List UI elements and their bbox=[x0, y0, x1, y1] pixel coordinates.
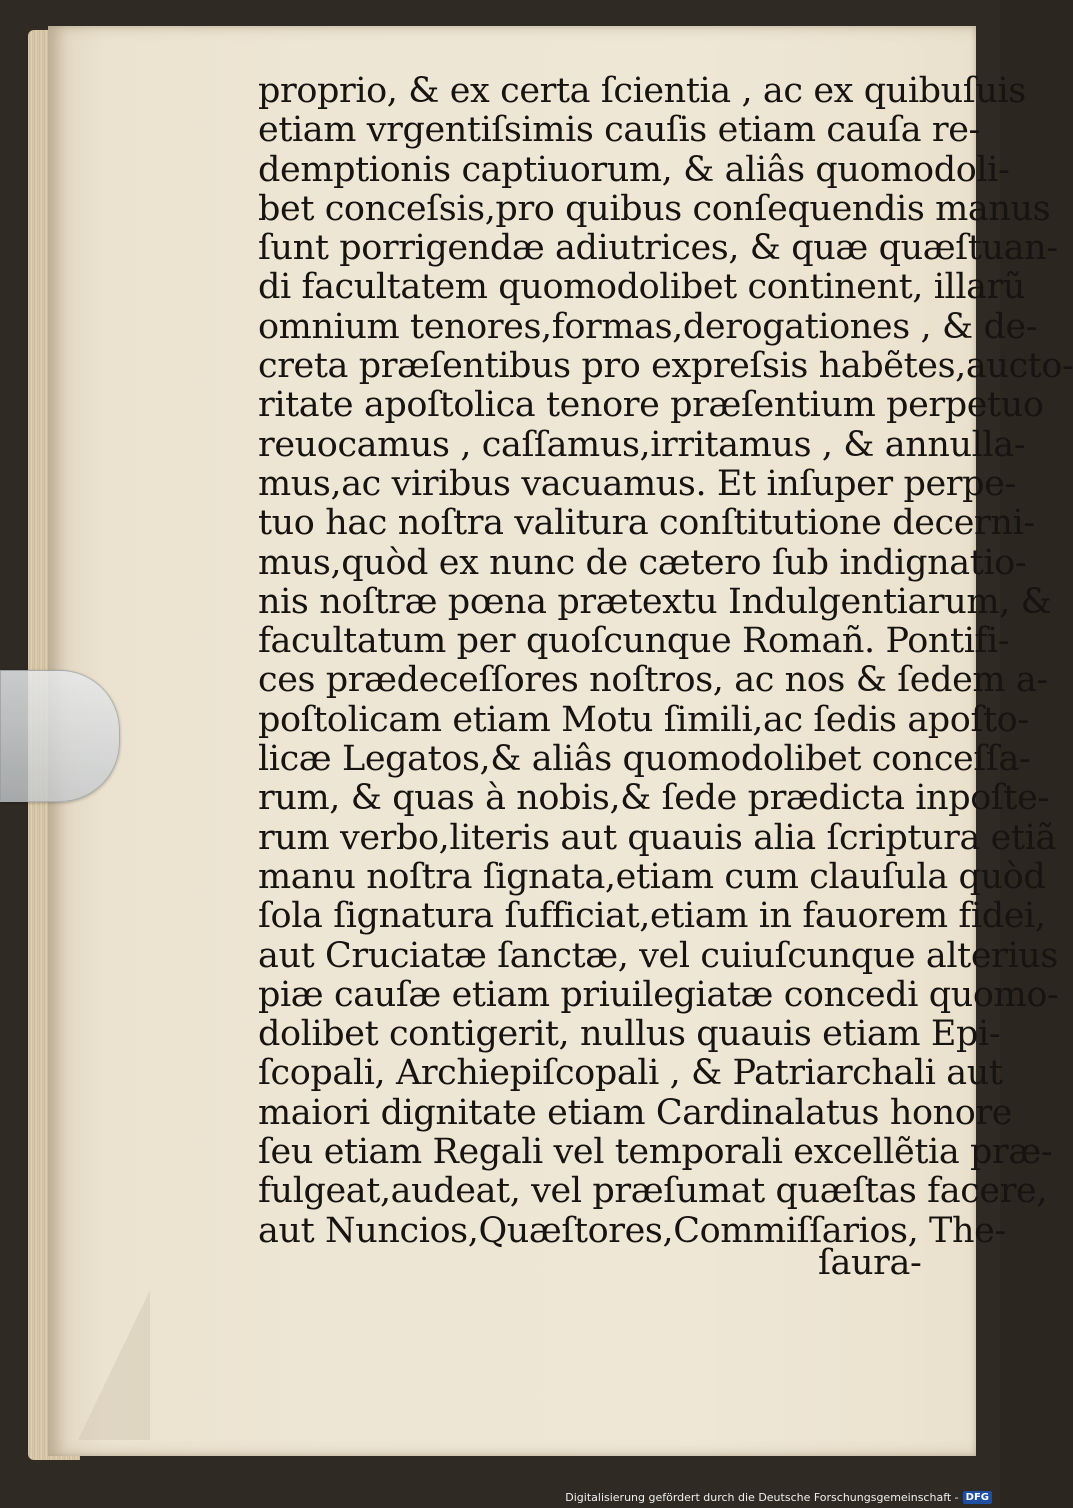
digitization-credit bbox=[565, 1491, 992, 1504]
text-line: piæ cauſæ etiam priuilegiatæ concedi quomo- bbox=[258, 974, 1059, 1015]
text-line: bet conceſsis,pro quibus conſequendis manus bbox=[258, 188, 1051, 229]
text-line: facultatum per quoſcunque Romañ. Pontifi- bbox=[258, 621, 1010, 662]
catchword: ſaura- bbox=[818, 1243, 922, 1283]
text-line: ritate apoſtolica tenore præſentium perpetuo bbox=[258, 385, 1044, 426]
text-line: fulgeat,audeat, vel præſumat quæſtas facere, bbox=[258, 1171, 1048, 1212]
text-line: maiori dignitate etiam Cardinalatus honore bbox=[258, 1092, 1013, 1133]
text-line: di facultatem quomodolibet continent, illarũ bbox=[258, 267, 1026, 308]
text-line: tuo hac noſtra valitura conſtitutione decerni- bbox=[258, 503, 1035, 544]
text-line: mus,quòd ex nunc de cætero ſub indignatio- bbox=[258, 542, 1027, 583]
text-line: rum, & quas à nobis,& ſede prædicta inpoſte- bbox=[258, 778, 1049, 819]
text-line: creta præſentibus pro expreſsis habẽtes,aucto- bbox=[258, 346, 1073, 387]
text-line: rum verbo,literis aut quauis alia ſcriptura etiã bbox=[258, 817, 1056, 858]
text-line: omnium tenores,formas,derogationes , & de- bbox=[258, 306, 1038, 347]
text-line: poſtolicam etiam Motu ſimili,ac ſedis apoſto- bbox=[258, 699, 1029, 740]
text-line: manu noſtra ſignata,etiam cum clauſula quòd bbox=[258, 856, 1046, 897]
text-line: dolibet contigerit, nullus quauis etiam Epi- bbox=[258, 1014, 1001, 1055]
text-line: proprio, & ex certa ſcientia , ac ex quibuſuis bbox=[258, 71, 1026, 111]
text-line: ces prædeceſſores noſtros, ac nos & ſedem a- bbox=[258, 660, 1048, 701]
page-clip bbox=[0, 670, 120, 802]
text-line: aut Cruciatæ ſanctæ, vel cuiuſcunque alterius bbox=[258, 935, 1058, 976]
text-line: ſcopali, Archiepiſcopali , & Patriarchali aut bbox=[258, 1053, 1003, 1094]
credit-text: Digitalisierung gefördert durch die Deutsche Forschungsgemeinschaft - bbox=[565, 1491, 959, 1504]
text-line: demptionis captiuorum, & aliâs quomodoli- bbox=[258, 149, 1010, 190]
text-line: ſola ſignatura ſufficiat,etiam in fauorem fidei, bbox=[258, 896, 1046, 937]
text-line: mus,ac viribus vacuamus. Et inſuper perpe- bbox=[258, 463, 1016, 504]
text-line: etiam vrgentiſsimis cauſis etiam cauſa re- bbox=[258, 110, 980, 151]
dfg-logo: DFG bbox=[963, 1491, 992, 1504]
text-line: licæ Legatos,& aliâs quomodolibet conceſſa- bbox=[258, 739, 1031, 780]
paper-fold bbox=[78, 1290, 150, 1440]
text-line: nis noſtræ pœna prætextu Indulgentiarum, & bbox=[258, 581, 1052, 622]
text-line: aut Nuncios,Quæſtores,Commiſſarios, The- bbox=[258, 1210, 1006, 1251]
text-line: ſeu etiam Regali vel temporali excellẽtia præ- bbox=[258, 1132, 1053, 1173]
text-line: reuocamus , caſſamus,irritamus , & annulla- bbox=[258, 424, 1026, 465]
text-line: ſunt porrigendæ adiutrices, & quæ quæſtuan- bbox=[258, 228, 1058, 269]
body-text bbox=[258, 71, 1073, 1251]
